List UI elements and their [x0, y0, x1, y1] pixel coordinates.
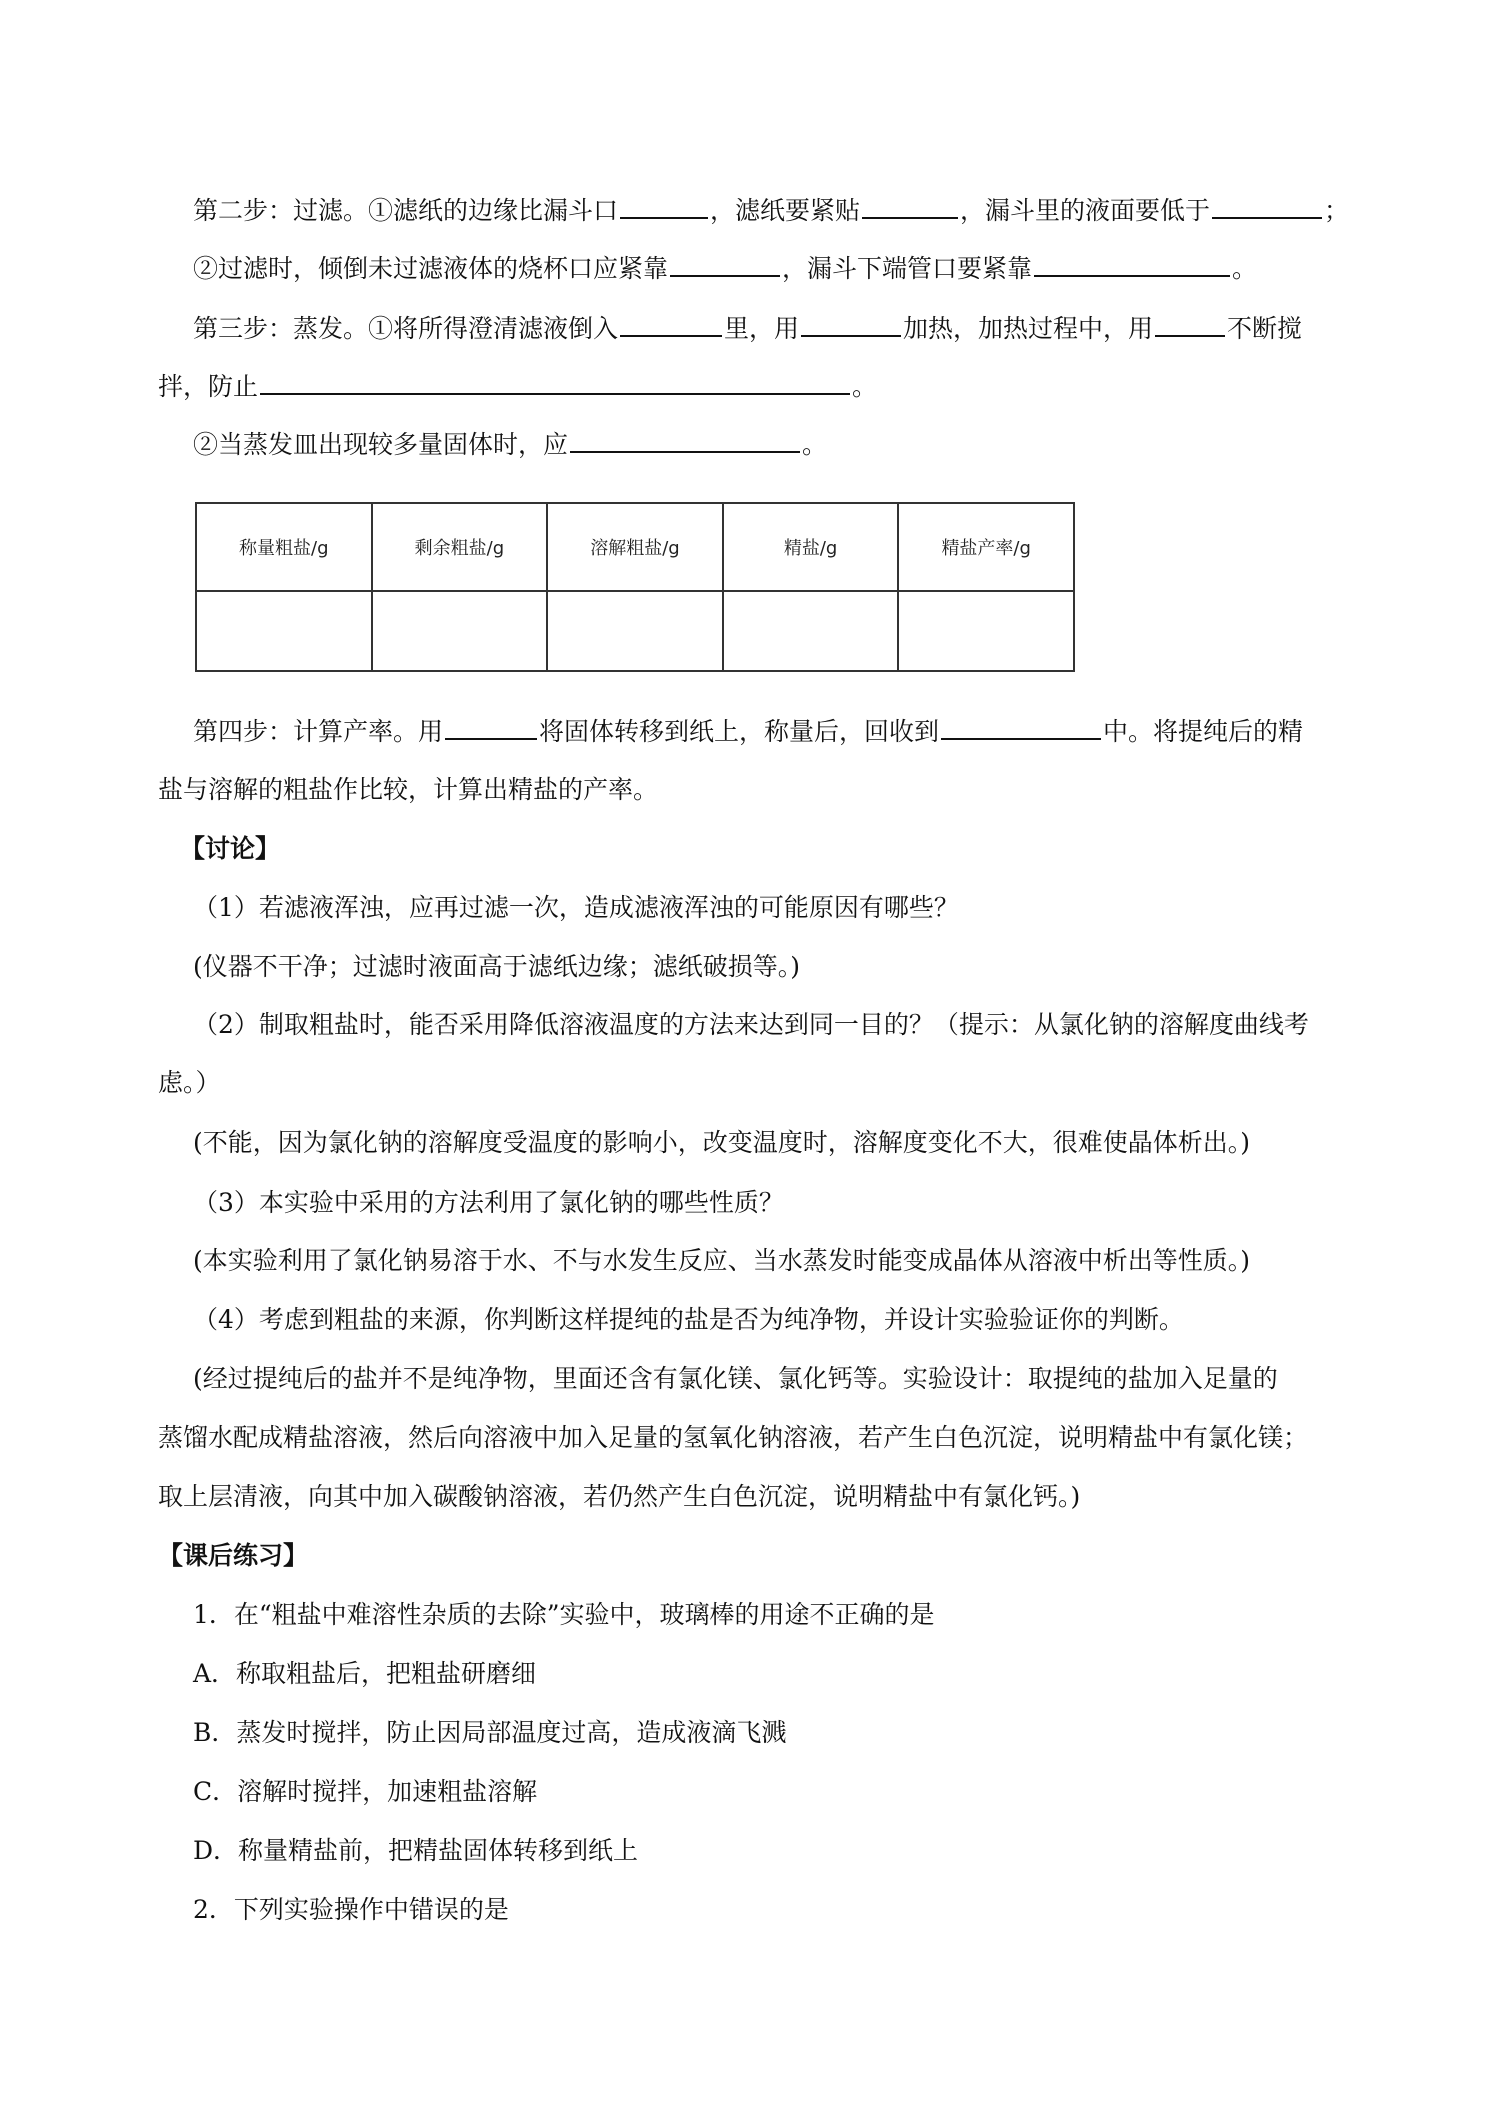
fill-blank[interactable] [1155, 313, 1225, 337]
table-row [196, 591, 1074, 671]
discussion-a1: (仪器不干净；过滤时液面高于滤纸边缘；滤纸破损等。) [193, 952, 801, 981]
fill-blank[interactable] [801, 313, 901, 337]
discussion-q3: （3）本实验中采用的方法利用了氯化钠的哪些性质？ [193, 1188, 784, 1217]
step3-text: 。 [852, 372, 878, 401]
exercise-option-b[interactable]: B．蒸发时搅拌，防止因局部温度过高，造成液滴飞溅 [193, 1718, 787, 1747]
discussion-a4-cont: 取上层清液，向其中加入碳酸钠溶液，若仍然产生白色沉淀，说明精盐中有氯化钙。) [158, 1482, 1081, 1511]
table-cell[interactable] [898, 591, 1074, 671]
step2-line2 [193, 252, 1257, 286]
step3-line3 [193, 428, 827, 462]
fill-blank[interactable] [570, 429, 800, 453]
step2-text: ； [1324, 196, 1350, 225]
table-header-cell: 称量粗盐/g [196, 503, 372, 591]
exercise-q2: 2．下列实验操作中错误的是 [193, 1895, 509, 1924]
fill-blank[interactable] [941, 716, 1101, 740]
exercise-option-d[interactable]: D．称量精盐前，把精盐固体转移到纸上 [193, 1836, 639, 1865]
fill-blank[interactable] [260, 371, 850, 395]
step2-text: ②过滤时，倾倒未过滤液体的烧杯口应紧靠 [193, 254, 669, 283]
fill-blank[interactable] [1034, 253, 1230, 277]
step2-text: 。 [1232, 254, 1258, 283]
fill-blank[interactable] [620, 313, 722, 337]
table-cell[interactable] [547, 591, 723, 671]
discussion-a4: (经过提纯后的盐并不是纯净物，里面还含有氯化镁、氯化钙等。实验设计：取提纯的盐加入足量的 [193, 1364, 1278, 1393]
step4-text: 将固体转移到纸上，称量后，回收到 [539, 717, 940, 746]
table-cell[interactable] [723, 591, 899, 671]
step3-text: 第三步：蒸发。①将所得澄清滤液倒入 [193, 314, 619, 343]
step3-text: 加热，加热过程中，用 [903, 314, 1154, 343]
table-cell[interactable] [196, 591, 372, 671]
exercise-q1: 1．在“粗盐中难溶性杂质的去除”实验中，玻璃棒的用途不正确的是 [193, 1600, 935, 1629]
step3-text: 里，用 [724, 314, 800, 343]
step2-text: ，漏斗下端管口要紧靠 [782, 254, 1033, 283]
discussion-a4-cont: 蒸馏水配成精盐溶液，然后向溶液中加入足量的氢氧化钠溶液，若产生白色沉淀，说明精盐中有氯化镁； [158, 1423, 1309, 1452]
step4-line2: 盐与溶解的粗盐作比较，计算出精盐的产率。 [158, 775, 659, 804]
step2-text: ，滤纸要紧贴 [710, 196, 861, 225]
step3-text: 。 [802, 430, 828, 459]
step3-text: 不断搅 [1227, 314, 1303, 343]
fill-blank[interactable] [670, 253, 780, 277]
table-header-cell: 剩余粗盐/g [372, 503, 548, 591]
fill-blank[interactable] [862, 195, 958, 219]
table-header-cell: 精盐产率/g [898, 503, 1074, 591]
discussion-q2: （2）制取粗盐时，能否采用降低溶液温度的方法来达到同一目的？（提示：从氯化钠的溶解度曲线考 [193, 1010, 1309, 1039]
exercises-heading: 【课后练习】 [158, 1541, 309, 1570]
table-header-row [196, 503, 1074, 591]
step3-text: ②当蒸发皿出现较多量固体时，应 [193, 430, 569, 459]
step2-line1 [193, 194, 1349, 228]
step2-text: ，漏斗里的液面要低于 [960, 196, 1211, 225]
discussion-a2: (不能，因为氯化钠的溶解度受温度的影响小，改变温度时，溶解度变化不大，很难使晶体析出。) [193, 1128, 1251, 1157]
discussion-heading: 【讨论】 [180, 834, 281, 863]
discussion-q4: （4）考虑到粗盐的来源，你判断这样提纯的盐是否为纯净物，并设计实验验证你的判断。 [193, 1305, 1184, 1334]
fill-blank[interactable] [620, 195, 708, 219]
exercise-option-a[interactable]: A．称取粗盐后，把粗盐研磨细 [193, 1659, 537, 1688]
step4-line1 [193, 715, 1303, 749]
table-header-cell: 溶解粗盐/g [547, 503, 723, 591]
fill-blank[interactable] [445, 716, 537, 740]
exercise-option-c[interactable]: C．溶解时搅拌，加速粗盐溶解 [193, 1777, 538, 1806]
step4-text: 中。将提纯后的精 [1103, 717, 1304, 746]
step4-text: 第四步：计算产率。用 [193, 717, 444, 746]
step2-text: 第二步：过滤。①滤纸的边缘比漏斗口 [193, 196, 619, 225]
discussion-q1: （1）若滤液浑浊，应再过滤一次，造成滤液浑浊的可能原因有哪些？ [193, 893, 959, 922]
discussion-a3: (本实验利用了氯化钠易溶于水、不与水发生反应、当水蒸发时能变成晶体从溶液中析出等性质。) [193, 1246, 1251, 1275]
step3-line2 [158, 370, 877, 404]
table-cell[interactable] [372, 591, 548, 671]
step3-line1 [193, 312, 1302, 346]
fill-blank[interactable] [1212, 195, 1322, 219]
table-header-cell: 精盐/g [723, 503, 899, 591]
results-table [195, 502, 1075, 672]
step3-text: 拌，防止 [158, 372, 259, 401]
discussion-q2-cont: 虑。） [158, 1068, 221, 1097]
